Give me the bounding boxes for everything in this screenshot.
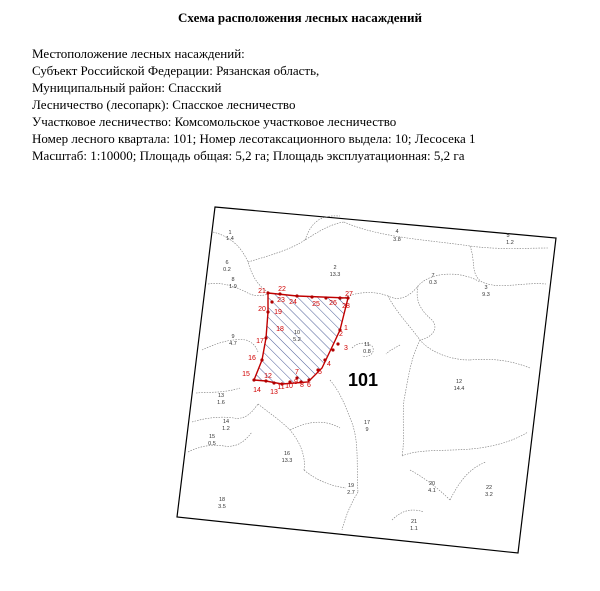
svg-text:13.3: 13.3 — [281, 458, 293, 464]
svg-text:22: 22 — [485, 485, 493, 491]
svg-text:11: 11 — [364, 342, 370, 348]
vydel-20 — [428, 481, 436, 494]
point-label-22: 22 — [278, 286, 286, 293]
vydel-21 — [410, 519, 418, 532]
svg-text:18: 18 — [218, 497, 226, 503]
svg-text:21: 21 — [410, 519, 418, 525]
info-line-header: Местоположение лесных насаждений: — [32, 46, 245, 61]
svg-text:4.1: 4.1 — [428, 488, 436, 494]
svg-text:19: 19 — [347, 483, 355, 489]
vydel-13 — [217, 393, 225, 406]
point-label-11: 11 — [277, 384, 285, 391]
point-label-27: 27 — [345, 291, 353, 298]
svg-text:17: 17 — [363, 420, 371, 426]
svg-text:2: 2 — [333, 265, 337, 271]
svg-text:3: 3 — [484, 285, 488, 291]
svg-text:3.5: 3.5 — [218, 504, 226, 510]
point-label-28: 28 — [342, 303, 350, 310]
svg-text:4.7: 4.7 — [229, 341, 237, 347]
svg-text:0.5: 0.5 — [208, 441, 216, 447]
info-line-region: Субъект Российской Федерации: Рязанская область, — [32, 63, 320, 78]
svg-text:0.3: 0.3 — [429, 280, 437, 286]
svg-text:9.3: 9.3 — [482, 292, 490, 298]
svg-text:7: 7 — [431, 273, 435, 279]
svg-text:1.6: 1.6 — [217, 400, 225, 406]
point-label-16: 16 — [248, 355, 256, 362]
point-label-10: 10 — [285, 383, 293, 390]
svg-text:16: 16 — [283, 451, 291, 457]
point-label-20: 20 — [258, 306, 266, 313]
svg-text:5.2: 5.2 — [293, 337, 301, 343]
info-line-scale-area: Масштаб: 1:10000; Площадь общая: 5,2 га; Площадь эксплуатационная: 5,2 га — [32, 148, 465, 163]
svg-text:14: 14 — [222, 419, 230, 425]
info-line-district: Муниципальный район: Спасский — [32, 80, 222, 95]
point-label-3: 3 — [344, 345, 348, 352]
svg-text:9: 9 — [231, 334, 235, 340]
point-label-12: 12 — [264, 373, 272, 380]
vydel-10 — [293, 330, 301, 343]
vydel-18 — [218, 497, 226, 510]
point-label-9: 9 — [294, 379, 298, 386]
vydel-19 — [347, 483, 355, 496]
svg-text:0.2: 0.2 — [223, 267, 231, 273]
vydel-11 — [363, 342, 371, 355]
svg-text:3.2: 3.2 — [485, 492, 493, 498]
point-label-8: 8 — [300, 382, 304, 389]
svg-text:4: 4 — [395, 229, 399, 235]
point-label-1: 1 — [344, 325, 348, 332]
svg-text:9: 9 — [365, 427, 369, 433]
svg-text:1.1: 1.1 — [410, 526, 418, 532]
point-label-5: 5 — [318, 369, 322, 376]
info-line-district-forestry: Участковое лесничество: Комсомольское участковое лесничество — [32, 114, 397, 129]
point-label-24: 24 — [289, 299, 297, 306]
svg-text:13: 13 — [217, 393, 225, 399]
info-line-forestry: Лесничество (лесопарк): Спасское лесничество — [32, 97, 296, 112]
page-title: Схема расположения лесных насаждений — [178, 10, 422, 25]
point-label-18: 18 — [276, 326, 284, 333]
svg-text:13.3: 13.3 — [329, 272, 341, 278]
quarter-number: 101 — [347, 370, 379, 390]
svg-text:1: 1 — [228, 230, 232, 236]
vydel-15 — [208, 434, 216, 447]
svg-text:6: 6 — [225, 260, 229, 266]
point-label-13: 13 — [270, 389, 278, 396]
svg-text:15: 15 — [208, 434, 216, 440]
vydel-14 — [222, 419, 230, 432]
point-label-15: 15 — [242, 371, 250, 378]
info-line-quarter: Номер лесного квартала: 101; Номер лесотаксационного выдела: 10; Лесосека 1 — [32, 131, 476, 146]
svg-text:1.2: 1.2 — [222, 426, 230, 432]
point-label-19: 19 — [274, 309, 282, 316]
svg-text:8: 8 — [231, 277, 235, 283]
svg-text:10: 10 — [293, 330, 301, 336]
point-label-25: 25 — [312, 301, 320, 308]
point-label-14: 14 — [253, 387, 261, 394]
svg-text:1.2: 1.2 — [506, 240, 514, 246]
svg-text:1.4: 1.4 — [226, 236, 234, 242]
svg-text:20: 20 — [428, 481, 436, 487]
svg-text:3.8: 3.8 — [393, 237, 401, 243]
svg-text:1.9: 1.9 — [229, 284, 237, 290]
point-label-26: 26 — [329, 300, 337, 307]
vydel-22 — [485, 485, 493, 498]
point-label-2: 2 — [339, 331, 343, 338]
point-label-4: 4 — [327, 361, 331, 368]
point-label-7: 7 — [295, 369, 299, 376]
point-label-21: 21 — [258, 288, 266, 295]
svg-text:14.4: 14.4 — [453, 386, 465, 392]
point-label-23: 23 — [277, 297, 285, 304]
svg-text:2.7: 2.7 — [347, 490, 355, 496]
point-label-17: 17 — [256, 338, 264, 345]
svg-text:12: 12 — [455, 379, 463, 385]
svg-text:5: 5 — [506, 233, 510, 239]
point-label-6: 6 — [307, 382, 311, 389]
svg-text:0.8: 0.8 — [363, 349, 371, 355]
